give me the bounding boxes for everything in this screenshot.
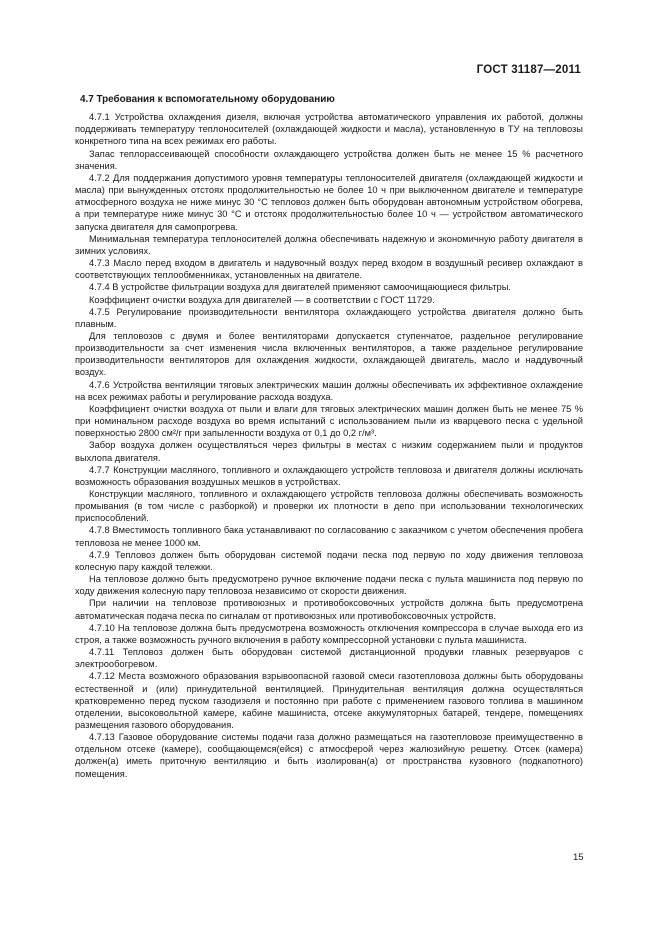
paragraph: Для тепловозов с двумя и более вентиляторами допускается ступенчатое, раздельное регулирование производительности за счет изменения числа включенных вентиляторов, а также раздельное регулирование производительности вентиляторов для охлаждения жидкости, охлаждающей двигатель, масло и наддувочный воздух.: [75, 330, 583, 378]
document-body: [75, 94, 583, 780]
paragraph: 4.7.7 Конструкции масляного, топливного и охлаждающего устройств тепловоза и двигателя должны исключать возможность образования воздушных мешков в устройствах.: [75, 464, 583, 487]
section-heading: 4.7 Требования к вспомогательному оборудованию: [80, 94, 335, 105]
paragraph: 4.7.13 Газовое оборудование системы подачи газа должно размещаться на газотепловозе преимущественно в отдельном отсеке (камере), сообщающемся(ейся) с атмосферой через жалюзийную решетку. Отсек (камера) должен(а) иметь приточную вентиляцию и быть изолирован(а) от пространства кузовного (подкапотного) помещения.: [75, 732, 583, 779]
paragraph: При наличии на тепловозе противоюзных и противобоксовочных устройств должна быть предусмотрена автоматическая подача песка по сигналам от противоюзных или противобоксовочных устройств.: [75, 598, 583, 621]
document-id: ГОСТ 31187—2011: [476, 64, 581, 76]
paragraph: 4.7.3 Масло перед входом в двигатель и надувочный воздух перед входом в воздушный ресивер охлаждают в соответствующих теплообменниках, установленных на двигателе.: [75, 258, 583, 281]
paragraph: 4.7.4 В устройстве фильтрации воздуха для двигателей применяют самоочищающиеся фильтры.: [89, 282, 511, 293]
paragraph: 4.7.10 На тепловозе должна быть предусмотрена возможность отключения компрессора в случае выхода его из строя, а также возможность ручного включения в работу компрессорной установки с пульта машиниста.: [75, 622, 583, 645]
paragraph: Запас теплорассеивающей способности охлаждающего устройства должен быть не менее 15 % расчетного значения.: [75, 148, 583, 171]
paragraph: Коэффициент очистки воздуха для двигателей — в соответствии с ГОСТ 11729.: [89, 294, 435, 305]
paragraph: 4.7.1 Устройства охлаждения дизеля, включая устройства автоматического управления их работой, должны поддерживать температуру теплоносителей (охлаждающей жидкости и масла), установленную в ТУ на тепловозы конкретного типа на всех режимах его работы.: [75, 112, 583, 147]
paragraph: Коэффициент очистки воздуха от пыли и влаги для тяговых электрических машин должен быть не менее 75 % при номинальном расходе воздуха во время испытаний с использованием пыли из кварцевого песка с удельной поверхностью 2800 см²/г при запыленности воздуха от 0,1 до 0,2 г/м³.: [75, 403, 583, 439]
paragraph: 4.7.11 Тепловоз должен быть оборудован системой дистанционной продувки главных резервуаров с электрообогревом.: [75, 647, 583, 670]
paragraph: 4.7.5 Регулирование производительности вентилятора охлаждающего устройства двигателя должно быть плавным.: [75, 306, 583, 329]
paragraph: Конструкции масляного, топливного и охлаждающего устройств тепловоза должны обеспечивать возможность промывания (в том числе с разборкой) и проверки их плотности в депо при использовании технологических приспособлений.: [75, 489, 583, 524]
paragraph: 4.7.6 Устройства вентиляции тяговых электрических машин должны обеспечивать их эффективное охлаждение на всех режимах работы и регулирование расхода воздуха.: [75, 379, 583, 402]
paragraph: Забор воздуха должен осуществляться через фильтры в местах с низким содержанием пыли и продуктов выхлопа двигателя.: [75, 440, 583, 463]
paragraph: На тепловозе должно быть предусмотрено ручное включение подачи песка с пульта машиниста под первую по ходу движения колесную пару тепловоза независимо от скорости движения.: [75, 574, 583, 597]
paragraph: 4.7.9 Тепловоз должен быть оборудован системой подачи песка под первую по ходу движения тепловоза колесную пару каждой тележки.: [75, 549, 583, 572]
paragraph: Минимальная температура теплоносителей должна обеспечивать надежную и экономичную работу двигателя в зимних условиях.: [75, 233, 583, 256]
paragraph: 4.7.2 Для поддержания допустимого уровня температуры теплоносителей двигателя (охлаждающей жидкости и масла) при вынужденных отстоях продолжительностью не более 10 ч при выключенном двигателе и температуре атмосферного воздуха не ниже минус 30 °С тепловоз должен быть оборудован автономным устройством обогрева, а при температуре ниже минус 30 °С и отстоях продолжительностью более 10 ч — устройством автоматического запуска двигателя для самопрогрева.: [75, 172, 583, 232]
paragraph: 4.7.8 Вместимость топливного бака устанавливают по согласованию с заказчиком с учетом обеспечения пробега тепловоза не менее 1000 км.: [75, 525, 583, 548]
page-number: 15: [573, 852, 584, 863]
paragraph: 4.7.12 Места возможного образования взрывоопасной газовой смеси газотепловоза должны быть оборудованы естественной и (или) принудительной вентиляцией. Принудительная вентиляция должна осуществляться кратковременно перед пуском газодизеля и постоянно при работе с применением газового топлива в машинном отделении, высоковольтной камере, кабине машиниста, отсеке аккумуляторных батарей, тендере, помещениях размещения газового оборудования.: [75, 671, 583, 730]
